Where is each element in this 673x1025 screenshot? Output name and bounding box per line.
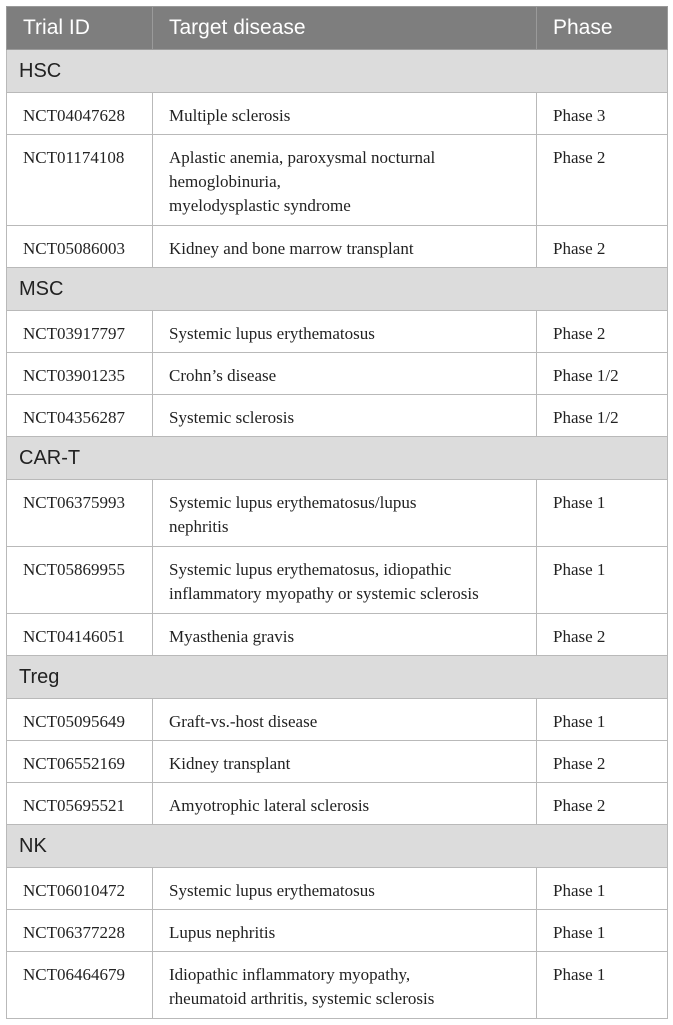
disease-line: rheumatoid arthritis, systemic sclerosis xyxy=(169,989,435,1008)
target-disease-cell xyxy=(153,480,537,547)
target-disease-cell xyxy=(153,741,537,783)
disease-line: nephritis xyxy=(169,517,229,536)
group-label: CAR-T xyxy=(7,437,668,480)
trial-id-cell: NCT06377228 xyxy=(7,910,153,952)
disease-line: inflammatory myopathy or systemic sclerosis xyxy=(169,584,479,603)
phase-cell: Phase 3 xyxy=(537,93,668,135)
table-row xyxy=(7,910,668,952)
trial-id-cell: NCT06552169 xyxy=(7,741,153,783)
target-disease-cell xyxy=(153,868,537,910)
target-disease-cell xyxy=(153,699,537,741)
phase-cell: Phase 2 xyxy=(537,741,668,783)
trials-table xyxy=(6,6,668,1019)
trial-id-cell: NCT06464679 xyxy=(7,952,153,1019)
target-disease-cell xyxy=(153,135,537,226)
header-phase: Phase xyxy=(537,7,668,50)
trial-id-cell: NCT05086003 xyxy=(7,226,153,268)
target-disease-cell xyxy=(153,226,537,268)
disease-line: myelodysplastic syndrome xyxy=(169,196,351,215)
group-row xyxy=(7,268,668,311)
group-row xyxy=(7,437,668,480)
trial-id-cell: NCT05095649 xyxy=(7,699,153,741)
phase-cell: Phase 2 xyxy=(537,783,668,825)
trial-id-cell: NCT04047628 xyxy=(7,93,153,135)
group-row xyxy=(7,825,668,868)
group-label: NK xyxy=(7,825,668,868)
trial-id-cell: NCT06375993 xyxy=(7,480,153,547)
disease-line: Systemic lupus erythematosus xyxy=(169,324,375,343)
table-row xyxy=(7,395,668,437)
header-row xyxy=(7,7,668,50)
disease-line: Kidney transplant xyxy=(169,754,291,773)
target-disease-cell xyxy=(153,547,537,614)
disease-line: Graft-vs.-host disease xyxy=(169,712,318,731)
target-disease-cell xyxy=(153,93,537,135)
disease-line: Kidney and bone marrow transplant xyxy=(169,239,414,258)
table-row xyxy=(7,93,668,135)
target-disease-cell xyxy=(153,311,537,353)
table-row xyxy=(7,353,668,395)
trial-id-cell: NCT06010472 xyxy=(7,868,153,910)
trial-id-cell: NCT03901235 xyxy=(7,353,153,395)
disease-line: Amyotrophic lateral sclerosis xyxy=(169,796,370,815)
group-row xyxy=(7,50,668,93)
group-label: HSC xyxy=(7,50,668,93)
table-row xyxy=(7,614,668,656)
table-row xyxy=(7,480,668,547)
disease-line: Systemic lupus erythematosus xyxy=(169,881,375,900)
table-row xyxy=(7,311,668,353)
table-row xyxy=(7,699,668,741)
disease-line: Systemic lupus erythematosus/lupus xyxy=(169,493,417,512)
phase-cell: Phase 2 xyxy=(537,135,668,226)
phase-cell: Phase 2 xyxy=(537,614,668,656)
target-disease-cell xyxy=(153,910,537,952)
target-disease-cell xyxy=(153,395,537,437)
phase-cell: Phase 1 xyxy=(537,699,668,741)
group-label: MSC xyxy=(7,268,668,311)
disease-line: Lupus nephritis xyxy=(169,923,276,942)
disease-line: hemoglobinuria, xyxy=(169,172,281,191)
table-body xyxy=(7,50,668,1019)
group-row xyxy=(7,656,668,699)
disease-line: Myasthenia gravis xyxy=(169,627,295,646)
table-row xyxy=(7,547,668,614)
target-disease-cell xyxy=(153,952,537,1019)
header-trial-id: Trial ID xyxy=(7,7,153,50)
disease-line: Aplastic anemia, paroxysmal nocturnal xyxy=(169,148,436,167)
disease-line: Multiple sclerosis xyxy=(169,106,291,125)
trial-id-cell: NCT04146051 xyxy=(7,614,153,656)
table-row xyxy=(7,868,668,910)
phase-cell: Phase 1 xyxy=(537,868,668,910)
phase-cell: Phase 2 xyxy=(537,311,668,353)
trial-id-cell: NCT03917797 xyxy=(7,311,153,353)
trial-id-cell: NCT05869955 xyxy=(7,547,153,614)
group-label: Treg xyxy=(7,656,668,699)
table-row xyxy=(7,952,668,1019)
target-disease-cell xyxy=(153,614,537,656)
table-row xyxy=(7,135,668,226)
disease-line: Systemic sclerosis xyxy=(169,408,295,427)
disease-line: Idiopathic inflammatory myopathy, xyxy=(169,965,411,984)
trial-id-cell: NCT05695521 xyxy=(7,783,153,825)
phase-cell: Phase 1/2 xyxy=(537,395,668,437)
phase-cell: Phase 1 xyxy=(537,480,668,547)
disease-line: Crohn’s disease xyxy=(169,366,277,385)
trial-id-cell: NCT01174108 xyxy=(7,135,153,226)
phase-cell: Phase 1 xyxy=(537,952,668,1019)
trial-id-cell: NCT04356287 xyxy=(7,395,153,437)
target-disease-cell xyxy=(153,783,537,825)
table-row xyxy=(7,741,668,783)
phase-cell: Phase 1/2 xyxy=(537,353,668,395)
target-disease-cell xyxy=(153,353,537,395)
header-target-disease: Target disease xyxy=(153,7,537,50)
phase-cell: Phase 2 xyxy=(537,226,668,268)
phase-cell: Phase 1 xyxy=(537,910,668,952)
disease-line: Systemic lupus erythematosus, idiopathic xyxy=(169,560,452,579)
table-row xyxy=(7,783,668,825)
phase-cell: Phase 1 xyxy=(537,547,668,614)
table-row xyxy=(7,226,668,268)
